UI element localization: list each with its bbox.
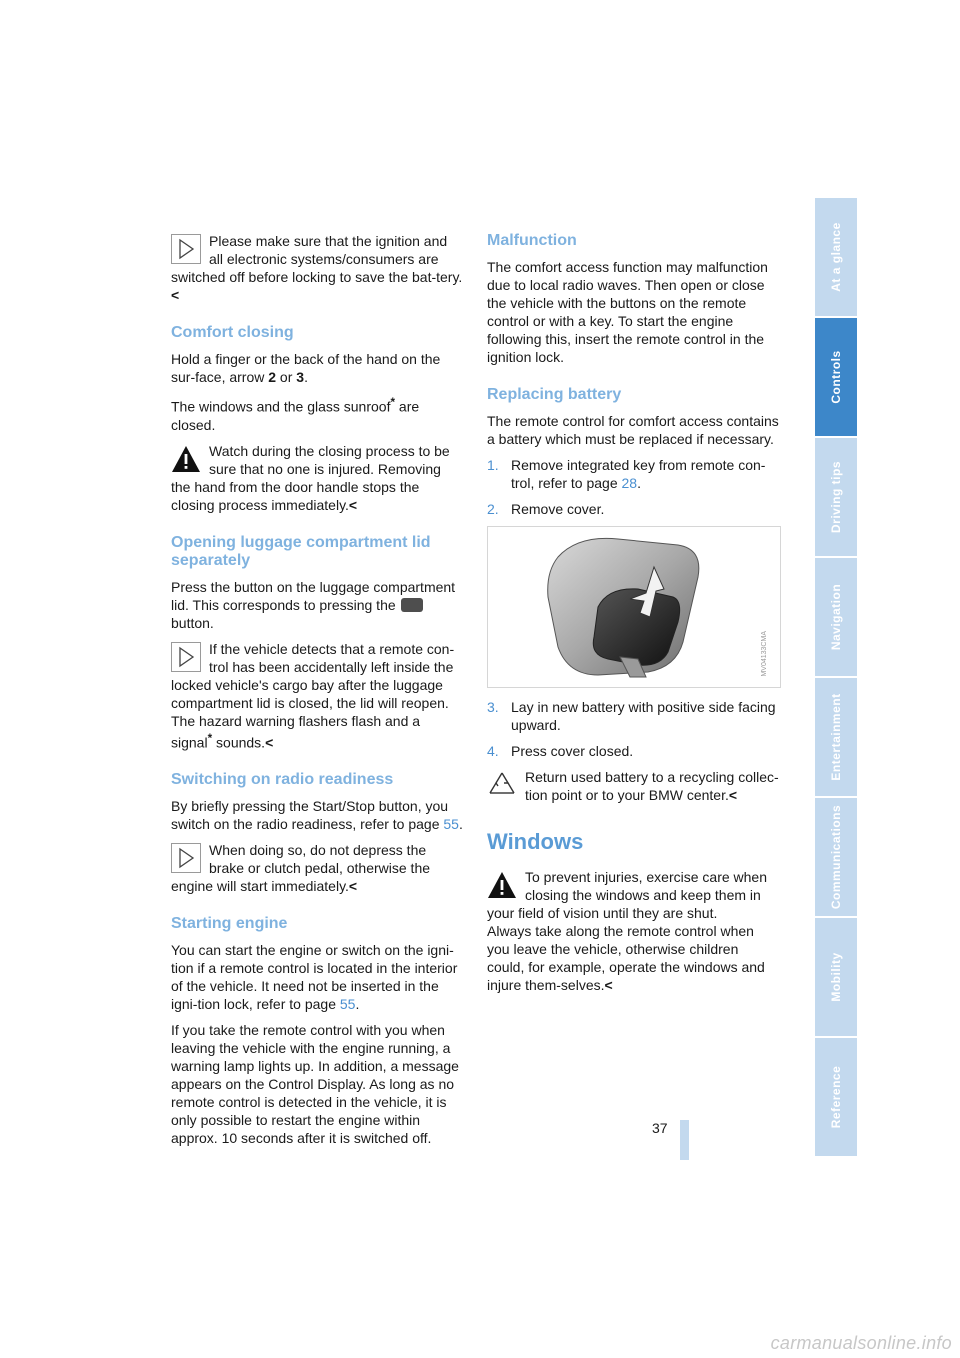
starting-p2: If you take the remote control with you when leaving the vehicle with the engine running, a warning lamp lights up. In addition, a message appears on the Control Display. As long as no remote control is detected in the vehicle, it is only possible to restart the engine within approx. 10 seconds after it is switched off. (171, 1022, 459, 1147)
text-run: Press the button on the luggage compartment lid. This corresponds to pressing the (171, 578, 456, 613)
arrow-number: 3 (296, 369, 305, 385)
remote-control-figure (487, 526, 781, 688)
end-mark: < (171, 287, 180, 303)
chapter-tabs (815, 198, 857, 1158)
battery-steps-2 (487, 698, 779, 760)
warning-icon (171, 444, 201, 474)
step-text: Remove integrated key from remote con-trol, refer to page (511, 457, 766, 491)
recycle-text: Return used battery to a recycling collec-tion point or to your BMW center. (525, 769, 779, 803)
right-column (487, 232, 779, 1002)
battery-p1: The remote control for comfort access contains a battery which must be replaced if necessary. (487, 413, 779, 447)
heading-replacing-battery: Replacing battery (487, 386, 622, 403)
tab-controls[interactable] (815, 318, 857, 436)
comfort-closing-p2 (171, 394, 463, 434)
end-mark: < (728, 787, 738, 803)
end-mark: < (348, 496, 358, 513)
note-remote-left-inside (171, 640, 463, 752)
note-ignition (171, 232, 463, 304)
end-mark: < (265, 734, 274, 751)
warning-icon (487, 870, 517, 900)
arrow-number: 2 (268, 369, 277, 385)
end-mark: < (604, 977, 613, 993)
step-number: 2. (487, 501, 499, 517)
step-number: 4. (487, 743, 499, 759)
remote-key-illustration (488, 527, 780, 687)
comfort-closing-p1 (171, 350, 463, 386)
tab-reference[interactable] (815, 1038, 857, 1156)
tab-communications[interactable] (815, 798, 857, 916)
heading-starting-engine: Starting engine (171, 915, 288, 933)
tab-mobility[interactable] (815, 918, 857, 1036)
text-run: . (637, 475, 641, 491)
step-text: Press cover closed. (511, 743, 634, 759)
step-number: 1. (487, 457, 499, 473)
battery-steps-1 (487, 456, 779, 518)
text-run: button. (171, 614, 214, 631)
footer-watermark: carmanualsonline.info (770, 1333, 952, 1353)
warning-windows-text: To prevent injuries, exercise care when closing the windows and keep them in your field of vision until they are shut. (487, 869, 768, 921)
text-run: You can start the engine or switch on the igni-tion if a remote control is located in the interior of the vehicle. It need not be inserted in the igni-tion lock, refer to page (171, 942, 458, 1013)
heading-radio: Switching on radio readiness (171, 771, 394, 789)
note-recycle (487, 768, 779, 804)
tab-entertainment[interactable] (815, 678, 857, 796)
page-link-28[interactable]: 28 (621, 475, 638, 491)
option-star: * (390, 396, 396, 409)
malfunction-p1: The comfort access function may malfunction due to local radio waves. Then open or close the vehicle with the buttons on the remote control or with a key. To start the engine following this, insert the remote control in the ignition lock. (487, 259, 768, 365)
step-text: Remove cover. (511, 501, 605, 517)
heading-malfunction: Malfunction (487, 232, 577, 249)
warning-closing-text: Watch during the closing process to be sure that no one is injured. Removing the hand from the door handle stops the closing process immediately. (171, 442, 450, 513)
note-triangle-icon (171, 843, 201, 873)
heading-windows: Windows (487, 829, 584, 854)
note-brake-text: When doing so, do not depress the brake or clutch pedal, otherwise the engine will start immediately. (171, 842, 431, 895)
starting-p1 (171, 941, 463, 1013)
tab-label: Driving tips (829, 460, 843, 534)
list-item (487, 742, 779, 760)
warning-closing (171, 442, 463, 514)
list-item (487, 500, 779, 518)
list-item (487, 698, 779, 734)
figure-code: MV04133CMA (761, 631, 768, 677)
text-run: Hold a finger or the back of the hand on the sur-face, arrow (171, 351, 441, 385)
warning-windows (487, 868, 779, 922)
tab-label: Navigation (829, 583, 843, 651)
tab-label: Entertainment (829, 693, 843, 781)
recycle-icon (487, 770, 517, 800)
tab-label: At a glance (829, 222, 843, 292)
windows-p2 (487, 922, 779, 994)
tab-label: Communications (829, 804, 843, 910)
note-triangle-icon (171, 642, 201, 672)
text-run: sounds. (212, 734, 266, 751)
tab-label: Mobility (829, 952, 843, 1002)
step-text: Lay in new battery with positive side facing upward. (511, 699, 776, 733)
text-run: are closed. (171, 398, 420, 433)
heading-comfort-closing: Comfort closing (171, 324, 294, 341)
page-number: 37 (652, 1120, 668, 1136)
text-run: . (355, 996, 360, 1013)
note-brake (171, 841, 463, 895)
page-link-55[interactable]: 55 (443, 816, 459, 833)
left-column (171, 232, 463, 1155)
luggage-p1 (171, 578, 463, 632)
text-run: Always take along the remote control when you leave the vehicle, otherwise children could, for example, operate the windows and injure them-selves. (487, 923, 765, 993)
tab-label: Reference (829, 1065, 843, 1129)
text-run: . (458, 816, 463, 833)
page-marker-bar (680, 1120, 689, 1160)
tab-label: Controls (829, 350, 843, 404)
note-triangle-icon (171, 234, 201, 264)
list-item (487, 456, 779, 492)
text-run: The windows and the glass sunroof (171, 398, 391, 415)
tab-driving-tips[interactable] (815, 438, 857, 556)
option-star: * (207, 731, 213, 745)
tab-navigation[interactable] (815, 558, 857, 676)
text-run: By briefly pressing the Start/Stop button, you switch on the radio readiness, refer to page (171, 798, 449, 833)
page-link-55[interactable]: 55 (339, 996, 356, 1013)
note-remote-text: If the vehicle detects that a remote con-trol has been accidentally left inside the locked vehicle's cargo bay after the luggage compartment lid is closed, the lid will reopen. The hazard warning flashers flash and a signal (171, 640, 455, 751)
heading-luggage: Opening luggage compartment lid separately (171, 533, 431, 569)
end-mark: < (348, 878, 358, 895)
trunk-button-icon (401, 598, 423, 612)
text-run: . (304, 369, 308, 385)
tab-at-a-glance[interactable] (815, 198, 857, 316)
radio-p1 (171, 797, 463, 833)
note-ignition-text: Please make sure that the ignition and all electronic systems/consumers are switched off before locking to save the bat-tery. (171, 233, 463, 285)
step-number: 3. (487, 699, 499, 715)
text-run: or (276, 369, 297, 385)
